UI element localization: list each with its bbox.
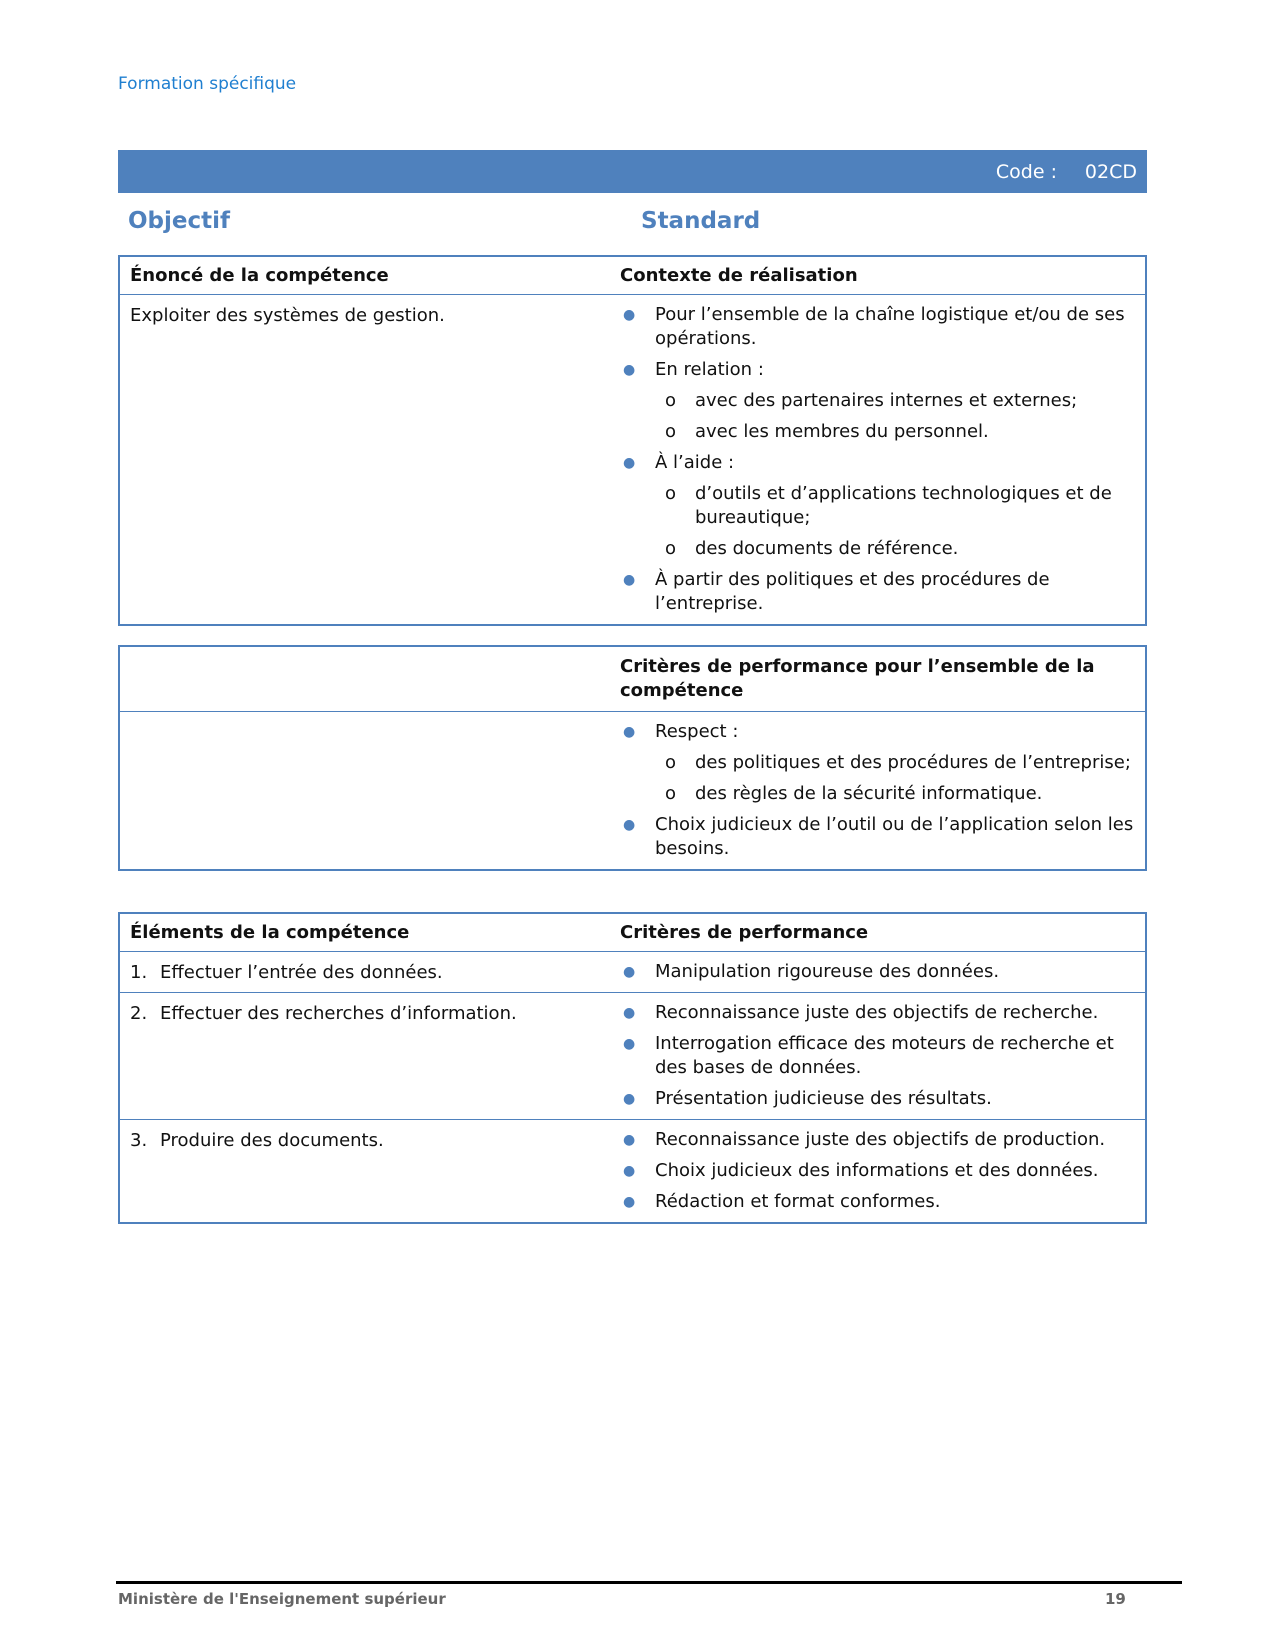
- sub-list-item: [655, 751, 1137, 775]
- list-item: [620, 813, 1137, 861]
- criteria-header: Critères de performance: [620, 922, 869, 943]
- criteria-list: [620, 960, 1137, 984]
- sub-list-item-text: des documents de référence.: [695, 538, 959, 559]
- sub-list-item: [655, 389, 1137, 413]
- sub-list-item-text: avec les membres du personnel.: [695, 421, 989, 442]
- sub-list-item-text: des politiques et des procédures de l’entreprise;: [695, 752, 1131, 773]
- element-text: Produire des documents.: [160, 1130, 384, 1151]
- competence-statement: Exploiter des systèmes de gestion.: [130, 305, 445, 326]
- list-item: [620, 568, 1137, 616]
- code-value: 02CD: [1084, 161, 1137, 183]
- list-item: [620, 358, 1137, 444]
- code-bar: [118, 150, 1147, 193]
- bullet-icon: ●: [623, 817, 636, 833]
- bullet-icon: ●: [623, 964, 636, 980]
- bullet-icon: ●: [623, 724, 636, 740]
- sub-list-item: [655, 420, 1137, 444]
- element-number: 3.: [130, 1130, 148, 1151]
- footer-ministry: Ministère de l'Enseignement supérieur: [118, 1590, 446, 1608]
- list-item-text: Manipulation rigoureuse des données.: [655, 961, 1000, 982]
- global-criteria-header: Critères de performance pour l’ensemble de la compétence: [620, 656, 1095, 701]
- list-item-text: À l’aide :: [655, 452, 735, 473]
- bullet-icon: ●: [623, 1091, 636, 1107]
- criteria-cell: [608, 952, 1145, 992]
- sub-bullet-icon: o: [665, 421, 677, 442]
- section-objectif: Objectif: [128, 208, 231, 234]
- sub-bullet-icon: o: [665, 783, 677, 804]
- list-item: [620, 720, 1137, 806]
- element-cell: [120, 1120, 608, 1222]
- sub-list-item: [655, 482, 1137, 530]
- sub-bullet-icon: o: [665, 390, 677, 411]
- sub-bullet-icon: o: [665, 752, 677, 773]
- bullet-icon: ●: [623, 1036, 636, 1052]
- element-number: 2.: [130, 1003, 148, 1024]
- list-item: [620, 1159, 1137, 1183]
- footer-rule: [116, 1581, 1182, 1584]
- list-item: [620, 960, 1137, 984]
- sub-list: [655, 389, 1137, 444]
- code-label: Code :: [995, 161, 1057, 183]
- element-text: Effectuer l’entrée des données.: [160, 962, 443, 983]
- sub-list-item-text: avec des partenaires internes et externes;: [695, 390, 1078, 411]
- sub-bullet-icon: o: [665, 538, 677, 559]
- element-cell: [120, 952, 608, 992]
- element-text: Effectuer des recherches d’information.: [160, 1003, 517, 1024]
- sub-list: [655, 482, 1137, 561]
- criteria-cell: [608, 993, 1145, 1119]
- list-item-text: Rédaction et format conformes.: [655, 1191, 941, 1212]
- list-item-text: Reconnaissance juste des objectifs de recherche.: [655, 1002, 1099, 1023]
- global-criteria-list: [620, 720, 1137, 861]
- elements-header: Éléments de la compétence: [130, 922, 410, 943]
- list-item-text: Reconnaissance juste des objectifs de production.: [655, 1129, 1106, 1150]
- list-item: [620, 451, 1137, 561]
- bullet-icon: ●: [623, 1163, 636, 1179]
- table-row: [120, 992, 1145, 1119]
- bullet-icon: ●: [623, 307, 636, 323]
- list-item: [620, 1128, 1137, 1152]
- bullet-icon: ●: [623, 455, 636, 471]
- bullet-icon: ●: [623, 362, 636, 378]
- statement-header: Énoncé de la compétence: [130, 265, 389, 286]
- criteria-cell: [608, 1120, 1145, 1222]
- table-row: [120, 951, 1145, 992]
- page-number: 19: [1105, 1590, 1126, 1608]
- list-item: [620, 303, 1137, 351]
- bullet-icon: ●: [623, 572, 636, 588]
- running-header: Formation spécifique: [118, 74, 297, 94]
- table-statement-context: [118, 255, 1147, 626]
- list-item-text: Interrogation efficace des moteurs de recherche et des bases de données.: [655, 1033, 1114, 1078]
- list-item-text: Choix judicieux des informations et des données.: [655, 1160, 1099, 1181]
- table-row: [120, 1119, 1145, 1222]
- sub-bullet-icon: o: [665, 483, 677, 504]
- list-item: [620, 1032, 1137, 1080]
- list-item: [620, 1001, 1137, 1025]
- sub-list-item: [655, 537, 1137, 561]
- sub-list-item-text: des règles de la sécurité informatique.: [695, 783, 1043, 804]
- list-item: [620, 1190, 1137, 1214]
- sub-list-item-text: d’outils et d’applications technologiques et de bureautique;: [695, 483, 1112, 528]
- list-item-text: Respect :: [655, 721, 739, 742]
- bullet-icon: ●: [623, 1194, 636, 1210]
- list-item: [620, 1087, 1137, 1111]
- criteria-list: [620, 1128, 1137, 1214]
- list-item-text: À partir des politiques et des procédures de l’entreprise.: [655, 569, 1050, 614]
- bullet-icon: ●: [623, 1005, 636, 1021]
- element-cell: [120, 993, 608, 1119]
- context-list: [620, 303, 1137, 616]
- list-item-text: En relation :: [655, 359, 764, 380]
- bullet-icon: ●: [623, 1132, 636, 1148]
- criteria-list: [620, 1001, 1137, 1111]
- sub-list: [655, 751, 1137, 806]
- list-item-text: Pour l’ensemble de la chaîne logistique et/ou de ses opérations.: [655, 304, 1125, 349]
- sub-list-item: [655, 782, 1137, 806]
- list-item-text: Choix judicieux de l’outil ou de l’application selon les besoins.: [655, 814, 1134, 859]
- section-standard: Standard: [641, 208, 761, 234]
- context-header: Contexte de réalisation: [620, 265, 858, 286]
- table-elements: [118, 912, 1147, 1224]
- element-number: 1.: [130, 962, 148, 983]
- table-global-criteria: [118, 645, 1147, 871]
- list-item-text: Présentation judicieuse des résultats.: [655, 1088, 992, 1109]
